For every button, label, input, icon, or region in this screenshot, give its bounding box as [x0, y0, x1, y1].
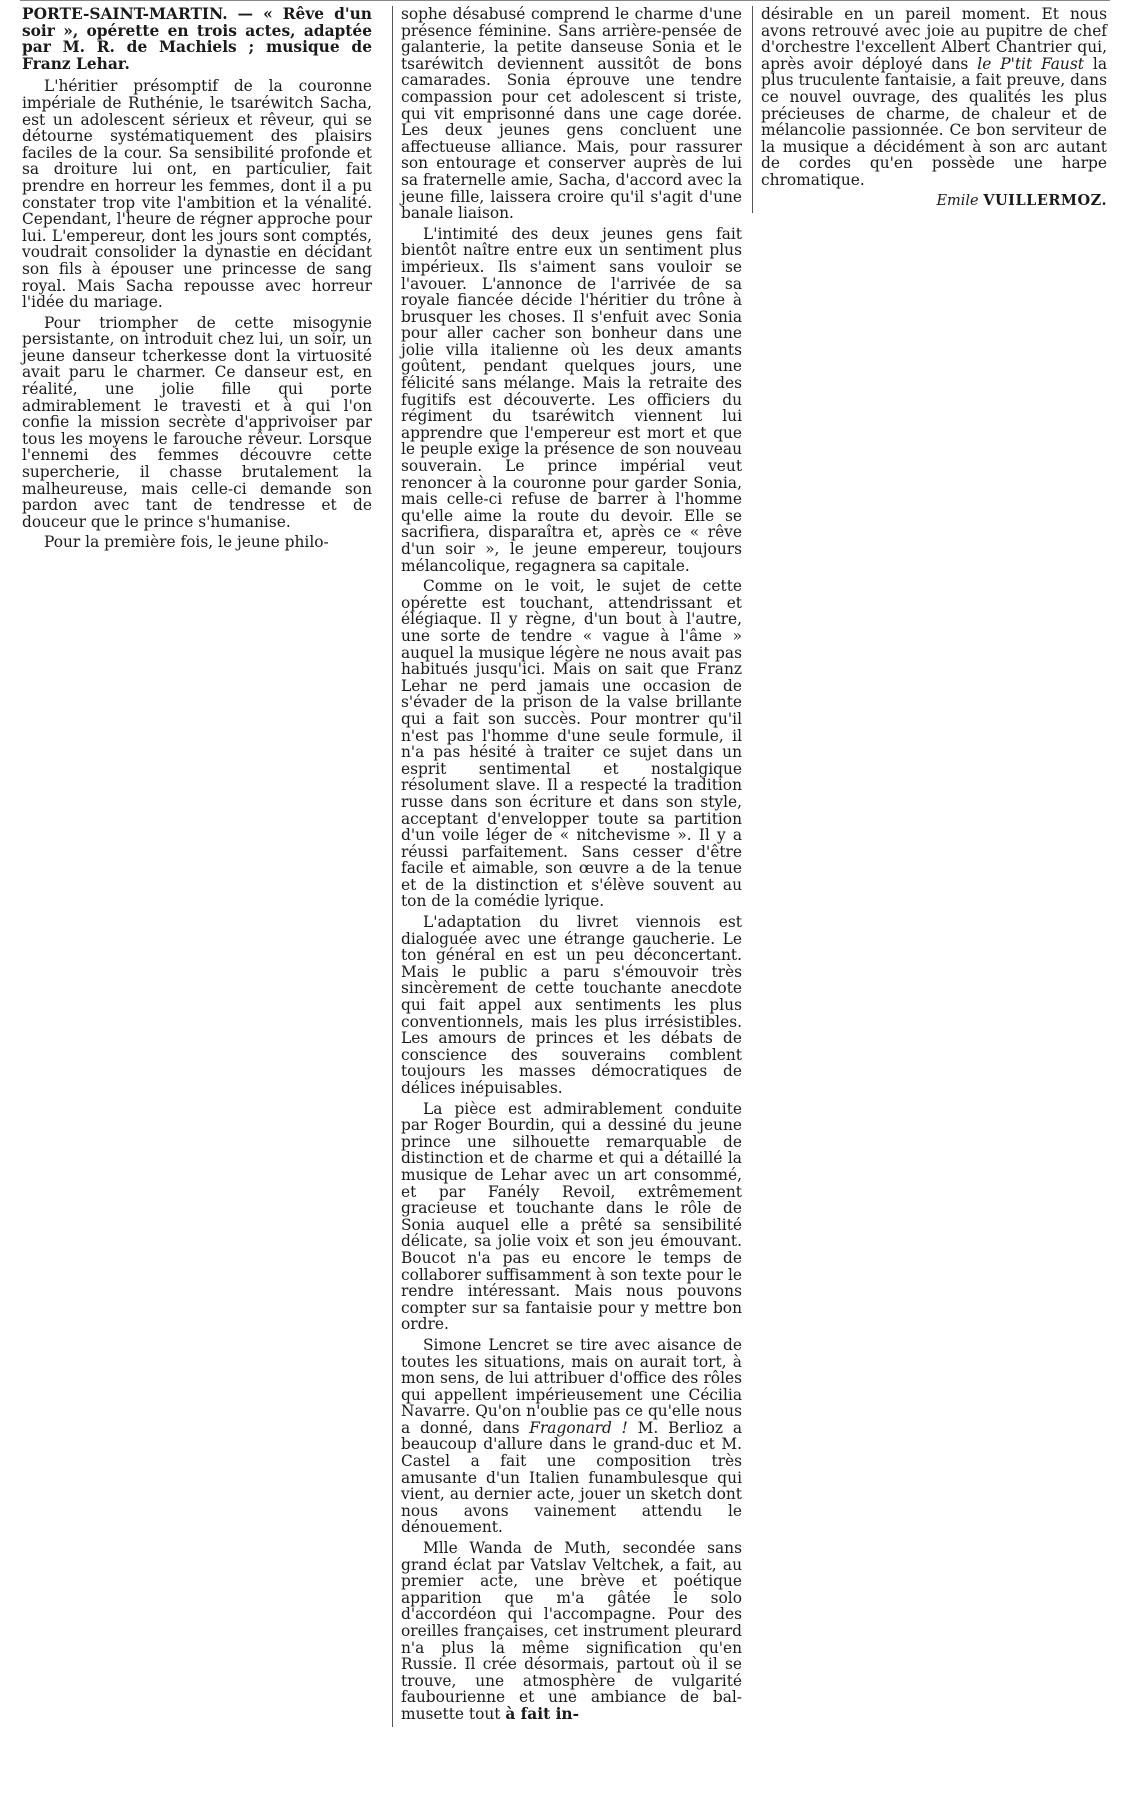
column-3: [752, 6, 1107, 213]
work-title: Fragonard !: [529, 1418, 628, 1437]
paragraph: L'héritier présomptif de la couronne impériale de Ruthénie, le tsaréwitch Sacha, est un adolescent sérieux et rêveur, qui se détourne systématiquement des plaisirs faciles de la cour. Sa sensibilité profonde et sa droiture lui ont, en particulier, fait prendre en horreur les femmes, dont il a pu constater trop vite l'ambition et la vénalité. Cependant, l'heure de régner approche pour lui. L'empereur, dont les jours sont comptés, voudrait consolider la dynastie en décidant son fils à épouser une princesse de sang royal. Mais Sacha repousse avec horreur l'idée du mariage.: [22, 77, 372, 312]
signature-surname: VUILLERMOZ.: [983, 191, 1107, 209]
article-headline: [22, 6, 372, 72]
text-run: désirable en un pareil moment. Et nous avons retrouvé avec joie au pupitre de chef d'orchestre l'excellent Albert Chantrier qui, après avoir déployé dans: [761, 5, 1107, 73]
column-2: [392, 6, 742, 1727]
paragraph: Comme on le voit, le sujet de cette opérette est touchant, attendrissant et élégiaque. Il y règne, d'un bout à l'autre, une sorte de tendre « vague à l'âme » auquel la musique légère ne nous avait pas habitués jusqu'ici. Mais on sait que Franz Lehar ne perd jamais une occasion de s'évader de la prison de la valse brillante qui a fait son succès. Pour montrer qu'il n'est pas l'homme d'une seule formule, il n'a pas hésité à traiter ce sujet dans un esprit sentimental et nostalgique résolument slave. Il a respecté la tradition russe dans son écriture et dans son style, acceptant d'envelopper toute sa partition d'un voile léger de « nitchevisme ». Il y a réussi parfaitement. Sans cesser d'être facile et aimable, son œuvre a de la tenue et de la distinction et s'élève souvent au ton de la comédie lyrique.: [401, 577, 742, 911]
headline-venue: PORTE-SAINT-MARTIN.: [22, 5, 228, 23]
author-signature: [761, 193, 1107, 210]
column-1: [22, 6, 372, 555]
text-run: Simone Lencret se tire avec aisance de toutes les situations, mais on aurait tort, à mon sens, de lui attribuer d'office des rôles qui appellent impérieusement une Cécilia Navarre. Qu'on n'oublie pas ce qu'elle nous a donné, dans: [401, 1335, 742, 1437]
signature-first-name: Emile: [936, 192, 984, 209]
paragraph: La pièce est admirablement conduite par Roger Bourdin, qui a dessiné du jeune prince une silhouette remarquable de distinction et de charme et qui a détaillé la musique de Lehar avec un art consommé, et par Fanély Revoil, extrêmement gracieuse et touchante dans le rôle de Sonia auquel elle a prêté sa sensibilité délicate, sa jolie voix et son jeu émouvant. Boucot n'a pas eu encore le temps de collaborer suffisamment à son texte pour le rendre intéressant. Mais nous pouvons compter sur sa fantaisie pour y mettre bon ordre.: [401, 1099, 742, 1334]
paragraph-continued: [761, 6, 1107, 189]
work-title: le P'tit Faust: [977, 54, 1084, 73]
text-run-bold: à fait in-: [505, 1704, 579, 1723]
paragraph: L'adaptation du livret viennois est dialoguée avec une étrange gaucherie. Le ton général en est un peu déconcertant. Mais le public a paru s'émouvoir très sincèrement de cette touchante anecdote qui fait appel aux sentiments les plus conventionnels, mais les plus irrésistibles. Les amours de princes et les débats de conscience des souverains comblent toujours les masses démocratiques de délices inépuisables.: [401, 913, 742, 1097]
text-run: Mlle Wanda de Muth, secondée sans grand éclat par Vatslav Veltchek, a fait, au premier acte, une brève et poétique apparition que m'a gâtée le solo d'accordéon qui l'accompagne. Pour des oreilles françaises, cet instrument pleurard n'a plus la même signification qu'en Russie. Il crée désormais, partout où il se trouve, une atmosphère de vulgarité faubourienne et une ambiance de bal-musette tout: [401, 1539, 742, 1723]
paragraph: Pour la première fois, le jeune philo-: [44, 533, 329, 552]
text-run: la plus truculente fantaisie, a fait preuve, dans ce nouvel ouvrage, des qualités les plus précieuses de charme, de chaleur et de mélancolie passionnée. Ce bon serviteur de la musique a décidément à son arc autant de cordes qu'en possède une harpe chromatique.: [761, 54, 1107, 189]
headline-rest: — « Rêve d'un soir », opérette en trois actes, adaptée par M. R. de Machiels ; musique de Franz Lehar.: [22, 5, 372, 73]
paragraph: [401, 1540, 742, 1723]
paragraph: [401, 1337, 742, 1536]
paragraph-continued: sophe désabusé comprend le charme d'une présence féminine. Sans arrière-pensée de galanterie, la petite danseuse Sonia et le tsaréwitch deviennent aussitôt de bons camarades. Sonia éprouve une tendre compassion pour cet adolescent si triste, qui vit emprisonné dans une cage dorée. Les deux jeunes gens concluent une affectueuse alliance. Mais, pour rassurer son entourage et conserver auprès de lui sa fraternelle amie, Sacha, d'accord avec la jeune fille, laissera croire qu'il s'agit d'une banale liaison.: [401, 5, 742, 223]
paragraph: L'intimité des deux jeunes gens fait bientôt naître entre eux un sentiment plus impérieux. Ils s'aiment sans vouloir se l'avouer. L'annonce de l'arrivée de sa royale fiancée décide l'héritier du trône à brusquer les choses. Il s'enfuit avec Sonia pour aller cacher son bonheur dans une jolie villa italienne où les deux amants goûtent, pendant quelques jours, une félicité sans mélange. Mais la retraite des fugitifs est découverte. Les officiers du régiment du tsaréwitch viennent lui apprendre que l'empereur est mort et que le peuple exige la présence de son nouveau souverain. Le prince impérial veut renoncer à la couronne pour garder Sonia, mais celle-ci refuse de barrer à l'homme qu'elle aime la route du devoir. Elle se sacrifiera, disparaîtra et, après ce « rêve d'un soir », le jeune empereur, toujours mélancolique, regagnera sa capitale.: [401, 224, 742, 575]
paragraph: Pour triompher de cette misogynie persistante, on introduit chez lui, un soir, un jeune danseur tcherkesse dont la virtuosité avait paru le charmer. Ce danseur est, en réalité, une jolie fille qui porte admirablement le travesti et à qui l'on confie la mission secrète d'apprivoiser par tous les moyens le farouche rêveur. Lorsque l'ennemi des femmes découvre cette supercherie, il chasse brutalement la malheureuse, mais celle-ci demande son pardon avec tant de tendresse et de douceur que le prince s'humanise.: [22, 313, 372, 531]
top-rule: [20, 0, 1110, 1]
text-run: M. Berlioz a beaucoup d'allure dans le grand-duc et M. Castel a fait une composition très amusante d'un Italien funambulesque qui vient, au dernier acte, jouer un sketch dont nous avons vainement attendu le dénouement.: [401, 1418, 742, 1537]
